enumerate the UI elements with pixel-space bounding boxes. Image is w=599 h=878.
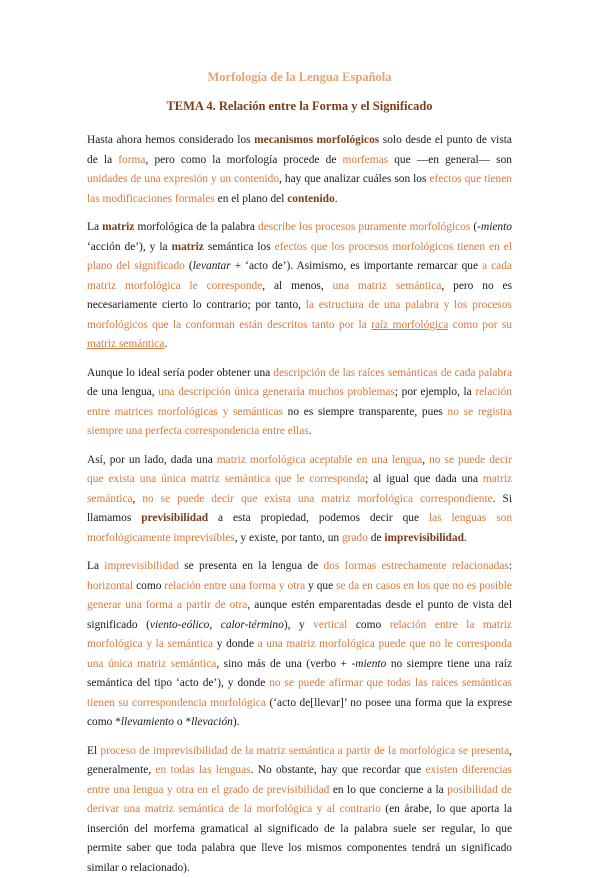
text-run: se da en casos en los que no es posible generar una forma a partir de otra bbox=[87, 580, 512, 612]
document-title: Morfología de la Lengua Española bbox=[87, 70, 512, 85]
text-run: imprevisibilidad bbox=[384, 532, 464, 544]
text-run: la estructura de una palabra y los procesos morfológicos que la conforman están descritos tanto por la bbox=[87, 299, 512, 331]
text-run: El bbox=[87, 745, 100, 757]
text-run: relación entre matrices morfológicas y semánticas bbox=[87, 386, 512, 418]
text-run: se presenta en la lengua de bbox=[179, 560, 323, 572]
text-run: semántica los bbox=[204, 241, 275, 253]
text-run: de bbox=[368, 532, 384, 544]
paragraph bbox=[87, 742, 512, 878]
text-run: Hasta ahora hemos considerado los bbox=[87, 134, 254, 146]
paragraph bbox=[87, 557, 512, 733]
text-run: morfemas bbox=[343, 154, 389, 166]
text-run: efectos que tienen las modificaciones formales bbox=[87, 173, 512, 205]
text-run: Aunque lo ideal sería poder obtener una bbox=[87, 367, 273, 379]
text-run: o * bbox=[174, 716, 191, 728]
text-run: , bbox=[209, 619, 220, 631]
text-run: matriz semántica bbox=[87, 338, 164, 350]
text-run: a una matriz morfológica puede que no le corresponda una única matriz semántica bbox=[87, 638, 512, 670]
text-run: . bbox=[464, 532, 467, 544]
text-run: -miento bbox=[477, 221, 512, 233]
text-run: , sino más de una (verbo + bbox=[216, 658, 351, 670]
text-run: unidades de una expresión y un contenido bbox=[87, 173, 279, 185]
text-run: previsibilidad bbox=[141, 512, 208, 524]
text-run: ; por ejemplo, la bbox=[395, 386, 475, 398]
text-run: no se registra siempre una perfecta correspondencia entre ellas bbox=[87, 406, 512, 438]
text-run: . bbox=[309, 425, 312, 437]
text-run: forma bbox=[118, 154, 145, 166]
text-run: , y existe, por tanto, un bbox=[235, 532, 342, 544]
text-run: , generalmente, bbox=[87, 745, 512, 777]
text-run: Así, por un lado, dada una bbox=[87, 454, 217, 466]
text-run: a esta propiedad, podemos decir que bbox=[208, 512, 429, 524]
text-run: como bbox=[347, 619, 389, 631]
text-run: matriz bbox=[102, 221, 134, 233]
paragraph bbox=[87, 131, 512, 209]
text-run: levantar bbox=[193, 260, 231, 272]
text-run: , al menos, bbox=[262, 280, 332, 292]
text-run: -miento bbox=[352, 658, 387, 670]
text-run: describe los procesos puramente morfológicos bbox=[258, 221, 470, 233]
paragraph bbox=[87, 364, 512, 442]
paragraph bbox=[87, 451, 512, 549]
text-run: matriz semántica bbox=[87, 473, 512, 505]
text-run: morfológica de la palabra bbox=[134, 221, 258, 233]
text-run: vertical bbox=[313, 619, 347, 631]
text-run: en el plano del bbox=[215, 193, 287, 205]
text-run: y donde bbox=[213, 638, 258, 650]
document-subtitle: TEMA 4. Relación entre la Forma y el Significado bbox=[87, 99, 512, 114]
text-run: proceso de imprevisibilidad de la matriz semántica a partir de la morfológica se presenta bbox=[100, 745, 509, 757]
text-run: llevación bbox=[191, 716, 233, 728]
text-run: ), y bbox=[284, 619, 313, 631]
text-run: de una lengua, bbox=[87, 386, 158, 398]
text-run: . bbox=[335, 193, 338, 205]
text-run: grado bbox=[342, 532, 368, 544]
text-run: las lenguas son morfológicamente imprevisibles bbox=[87, 512, 512, 544]
text-run: y que bbox=[305, 580, 336, 592]
text-run: solo desde el punto de vista de la bbox=[87, 134, 512, 166]
text-run: La bbox=[87, 560, 104, 572]
text-run: , bbox=[422, 454, 429, 466]
text-run: horizontal bbox=[87, 580, 133, 592]
text-run: , pero como la morfología procede de bbox=[145, 154, 342, 166]
text-run: mecanismos morfológicos bbox=[254, 134, 379, 146]
text-run: : bbox=[509, 560, 512, 572]
text-run: , bbox=[133, 493, 143, 505]
paragraph bbox=[87, 218, 512, 355]
text-run: raíz morfológica bbox=[371, 319, 448, 331]
text-run: llevamiento bbox=[121, 716, 174, 728]
text-run: ; al igual que dada una bbox=[365, 473, 483, 485]
text-run: una matriz semántica bbox=[333, 280, 442, 292]
text-run: . No obstante, hay que recordar que bbox=[251, 764, 426, 776]
text-run: . bbox=[164, 338, 167, 350]
text-run: viento-eólico bbox=[150, 619, 209, 631]
text-run: imprevisibilidad bbox=[104, 560, 179, 572]
text-run: , pero no es necesariamente cierto lo contrario; por tanto, bbox=[87, 280, 512, 312]
text-run: ‘acción de’), y la bbox=[87, 241, 172, 253]
text-run: , hay que analizar cuáles son los bbox=[279, 173, 429, 185]
text-run: contenido bbox=[287, 193, 334, 205]
text-run: , aunque estén emparentadas desde el punto de vista del significado ( bbox=[87, 599, 512, 631]
text-run: ). bbox=[233, 716, 240, 728]
text-run: no se puede decir que exista una matriz morfológica correspondiente bbox=[142, 493, 492, 505]
text-run: que —en general— son bbox=[388, 154, 512, 166]
text-run: no se puede afirmar que todas las raíces semánticas tienen su correspondencia morfológica bbox=[87, 677, 512, 709]
text-run: dos formas estrechamente relacionadas bbox=[323, 560, 508, 572]
text-run: no se puede decir que exista una única matriz semántica que le corresponda bbox=[87, 454, 512, 486]
text-run: como por su bbox=[448, 319, 512, 331]
text-run: (en árabe, lo que aporta la inserción del morfema gramatical al significado de la palabra suele ser regular, lo que permite saber que toda palabra que lleve los mismos componentes tendrá un significado similar o relacionado). bbox=[87, 803, 512, 874]
text-run: posibilidad de derivar una matriz semántica de la morfológica y al contrario bbox=[87, 784, 512, 816]
text-run: a cada matriz morfológica le corresponde bbox=[87, 260, 512, 292]
text-run: no es siempre transparente, pues bbox=[283, 406, 448, 418]
text-run: La bbox=[87, 221, 102, 233]
text-run: calor-término bbox=[221, 619, 284, 631]
text-run: relación entre una forma y otra bbox=[164, 580, 305, 592]
text-run: una descripción única generaría muchos problemas bbox=[158, 386, 395, 398]
text-run: . Si llamamos bbox=[87, 493, 512, 525]
text-run: descripción de las raíces semánticas de cada palabra bbox=[273, 367, 512, 379]
text-run: como bbox=[133, 580, 164, 592]
text-run: existen diferencias entre una lengua y otra en el grado de previsibilidad bbox=[87, 764, 512, 796]
text-run: + ‘acto de’). Asimismo, es importante remarcar que bbox=[231, 260, 482, 272]
text-run: matriz morfológica aceptable en una lengua bbox=[217, 454, 422, 466]
document-body bbox=[87, 131, 512, 878]
text-run: ( bbox=[470, 221, 477, 233]
text-run: (‘acto de[llevar]’ no posee una forma que la exprese como * bbox=[87, 697, 512, 729]
text-run: en lo que concierne a la bbox=[329, 784, 447, 796]
text-run: relación entre la matriz morfológica y la semántica bbox=[87, 619, 512, 651]
text-run: ( bbox=[185, 260, 193, 272]
text-run: matriz bbox=[172, 241, 204, 253]
text-run: efectos que los procesos morfológicos tienen en el plano del significado bbox=[87, 241, 512, 273]
text-run: no siempre tiene una raíz semántica del tipo ‘acto de’), y donde bbox=[87, 658, 512, 690]
text-run: en todas las lenguas bbox=[155, 764, 250, 776]
